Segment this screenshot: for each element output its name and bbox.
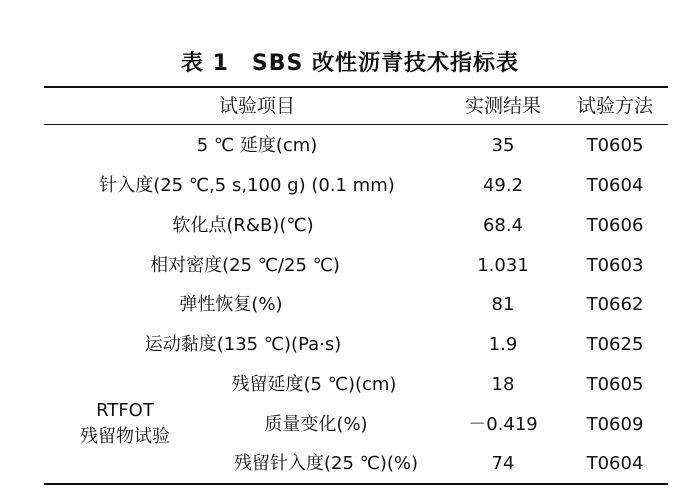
row-item: 软化点(R&B)(℃)	[172, 215, 314, 236]
row-method: T0662	[586, 294, 644, 315]
rtfot-row-result: 18	[491, 374, 515, 395]
header-method: 试验方法	[576, 95, 654, 117]
row-item: 5 ℃ 延度(cm)	[196, 135, 318, 156]
row-method: T0606	[586, 215, 644, 236]
rtfot-label-line1: RTFOT	[96, 400, 154, 421]
rtfot-row-result: 74	[491, 453, 515, 474]
bottom-rule	[44, 483, 668, 485]
rtfot-row-method: T0604	[586, 453, 644, 474]
row-result: 68.4	[482, 215, 524, 236]
row-method: T0625	[586, 334, 644, 355]
row-item: 针入度(25 ℃,5 s,100 g) (0.1 mm)	[99, 175, 395, 196]
rtfot-row-method: T0609	[586, 414, 644, 435]
rtfot-label-line2: 残留物试验	[80, 426, 170, 447]
top-rule	[44, 86, 668, 88]
row-item: 弹性恢复(%)	[179, 294, 283, 315]
row-method: T0604	[586, 175, 644, 196]
rtfot-row-item: 残留针入度(25 ℃)(%)	[233, 453, 419, 474]
rtfot-row-item: 残留延度(5 ℃)(cm)	[231, 374, 397, 395]
row-result: 35	[491, 135, 515, 156]
table-title: 表 1 SBS 改性沥青技术指标表	[180, 51, 520, 76]
rtfot-group-label	[80, 398, 170, 450]
row-result: 81	[491, 294, 515, 315]
row-result: 1.9	[488, 334, 518, 355]
row-item: 运动黏度(135 ℃)(Pa·s)	[144, 334, 342, 355]
rtfot-row-method: T0605	[586, 374, 644, 395]
row-result: 1.031	[477, 255, 529, 276]
row-method: T0605	[586, 135, 644, 156]
header-test-item: 试验项目	[218, 95, 296, 117]
row-method: T0603	[586, 255, 644, 276]
rtfot-row-result: －0.419	[468, 414, 538, 435]
row-result: 49.2	[482, 175, 524, 196]
header-result: 实测结果	[464, 95, 542, 117]
row-item: 相对密度(25 ℃/25 ℃)	[150, 255, 340, 276]
header-rule	[44, 124, 668, 125]
rtfot-row-item: 质量变化(%)	[264, 414, 368, 435]
